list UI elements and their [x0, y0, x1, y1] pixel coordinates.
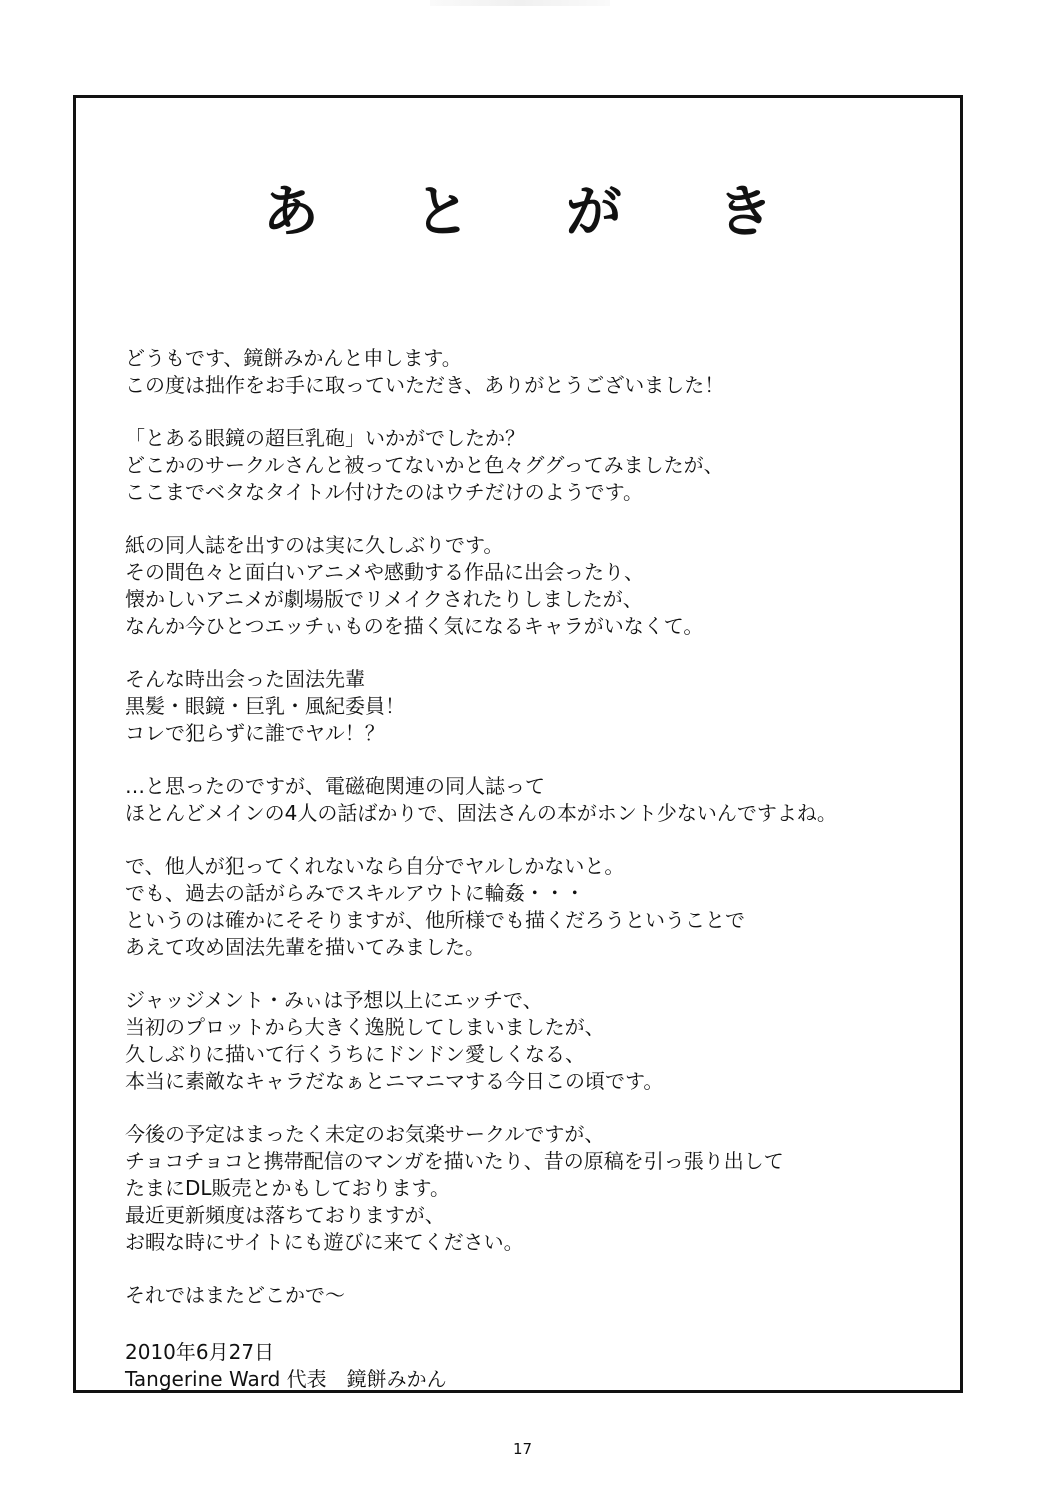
text-line: 本当に素敵なキャラだなぁとニマニマする今日この頃です。	[125, 1069, 664, 1093]
text-line: この度は拙作をお手に取っていただき、ありがとうございました！	[125, 373, 725, 397]
scan-artifact	[430, 0, 610, 6]
text-line: その間色々と面白いアニメや感動する作品に出会ったり、	[125, 560, 644, 584]
text-line: なんか今ひとつエッチぃものを描く気になるキャラがいなくて。	[125, 614, 704, 638]
text-line: でも、過去の話がらみでスキルアウトに輪姦・・・	[125, 881, 585, 905]
text-line: どうもです、鏡餅みかんと申します。	[125, 346, 462, 370]
text-line: チョコチョコと携帯配信のマンガを描いたり、昔の原稿を引っ張り出して	[125, 1149, 784, 1173]
text-line: たまにDL販売とかもしております。	[125, 1176, 450, 1200]
paragraph	[125, 666, 955, 747]
afterword-body	[125, 345, 955, 1419]
text-line: そんな時出会った固法先輩	[125, 667, 365, 691]
text-line: それではまたどこかで～	[125, 1283, 345, 1307]
text-line: ここまでベタなタイトル付けたのはウチだけのようです。	[125, 480, 643, 504]
paragraph	[125, 1282, 955, 1309]
text-line: というのは確かにそそりますが、他所様でも描くだろうということで	[125, 908, 745, 932]
page-number: 17	[512, 1440, 533, 1458]
signature-author: Tangerine Ward 代表 鏡餅みかん	[125, 1367, 447, 1391]
text-line: 紙の同人誌を出すのは実に久しぶりです。	[125, 533, 504, 557]
text-line: 最近更新頻度は落ちておりますが、	[125, 1203, 445, 1227]
text-line: 久しぶりに描いて行くうちにドンドン愛しくなる、	[125, 1042, 585, 1066]
text-line: 「とある眼鏡の超巨乳砲」いかがでしたか？	[125, 426, 525, 450]
text-line: あえて攻め固法先輩を描いてみました。	[125, 935, 485, 959]
signature-date: 2010年6月27日	[125, 1340, 275, 1364]
afterword-frame	[73, 95, 963, 1393]
text-line: 当初のプロットから大きく逸脱してしまいましたが、	[125, 1015, 605, 1039]
paragraph	[125, 1121, 955, 1256]
text-line: 懐かしいアニメが劇場版でリメイクされたりしましたが、	[125, 587, 643, 611]
text-line: 今後の予定はまったく未定のお気楽サークルですが、	[125, 1122, 605, 1146]
text-line: 黒髪・眼鏡・巨乳・風紀委員！	[125, 694, 405, 718]
text-line: で、他人が犯ってくれないなら自分でヤルしかないと。	[125, 854, 625, 878]
paragraph	[125, 853, 955, 961]
text-line: どこかのサークルさんと被ってないかと色々ググってみましたが、	[125, 453, 724, 477]
paragraph	[125, 532, 955, 640]
paragraph	[125, 773, 955, 827]
paragraph	[125, 987, 955, 1095]
text-line: ほとんどメインの4人の話ばかりで、固法さんの本がホント少ないんですよね。	[125, 801, 837, 825]
text-line: コレで犯らずに誰でヤル！？	[125, 721, 385, 745]
text-line: ジャッジメント・みぃは予想以上にエッチで、	[125, 988, 543, 1012]
page-title: あ と が き	[262, 180, 812, 245]
paragraph	[125, 345, 955, 399]
signature	[125, 1339, 955, 1393]
text-line: …と思ったのですが、電磁砲関連の同人誌って	[125, 774, 545, 798]
paragraph	[125, 425, 955, 506]
text-line: お暇な時にサイトにも遊びに来てください。	[125, 1230, 524, 1254]
